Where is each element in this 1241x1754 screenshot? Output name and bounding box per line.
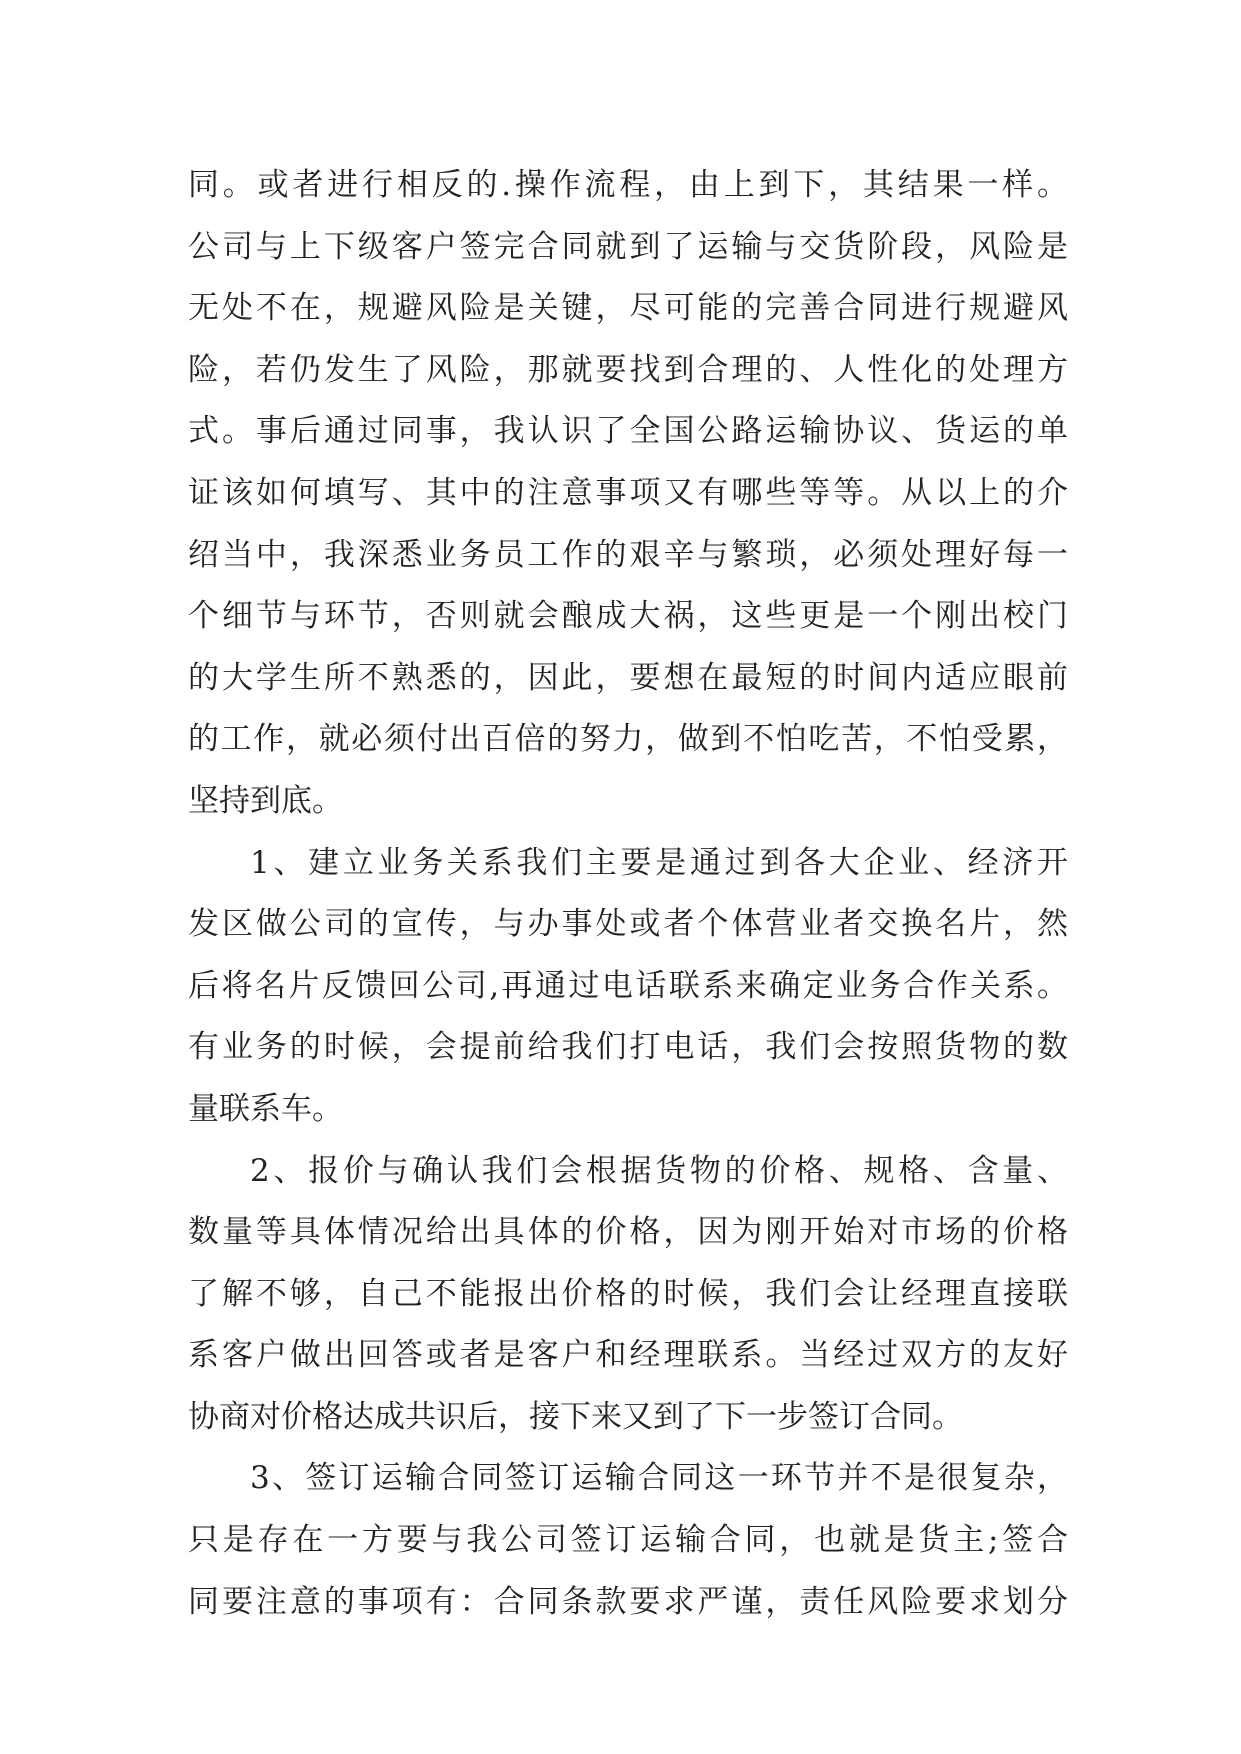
text-line: 绍当中，我深悉业务员工作的艰辛与繁琐，必须处理好每一 <box>188 536 1068 573</box>
text-line: 式。事后通过同事，我认识了全国公路运输协议、货运的单 <box>188 413 1068 450</box>
text-line: 系客户做出回答或者是客户和经理联系。当经过双方的友好 <box>188 1337 1068 1374</box>
text-line: 有业务的时候，会提前给我们打电话，我们会按照货物的数 <box>188 1029 1068 1066</box>
text-line: 1、建立业务关系我们主要是通过到各大企业、经济开 <box>250 844 1068 881</box>
text-line: 证该如何填写、其中的注意事项又有哪些等等。从以上的介 <box>188 474 1068 511</box>
text-line: 坚持到底。 <box>188 782 343 819</box>
text-line: 险，若仍发生了风险，那就要找到合理的、人性化的处理方 <box>188 351 1068 388</box>
text-line: 无处不在，规避风险是关键，尽可能的完善合同进行规避风 <box>188 290 1068 327</box>
text-line: 协商对价格达成共识后，接下来又到了下一步签订合同。 <box>188 1398 963 1435</box>
text-line: 同要注意的事项有：合同条款要求严谨，责任风险要求划分 <box>188 1583 1068 1620</box>
text-line: 发区做公司的宣传，与办事处或者个体营业者交换名片，然 <box>188 906 1068 943</box>
text-line: 的大学生所不熟悉的，因此，要想在最短的时间内适应眼前 <box>188 659 1068 696</box>
text-line: 的工作，就必须付出百倍的努力，做到不怕吃苦，不怕受累， <box>188 721 1068 758</box>
text-line: 量联系车。 <box>188 1090 343 1127</box>
text-line: 数量等具体情况给出具体的价格，因为刚开始对市场的价格 <box>188 1214 1068 1251</box>
text-line: 3、签订运输合同签订运输合同这一环节并不是很复杂， <box>250 1460 1068 1497</box>
text-line: 后将名片反馈回公司,再通过电话联系来确定业务合作关系。 <box>188 967 1068 1004</box>
text-line: 了解不够，自己不能报出价格的时候，我们会让经理直接联 <box>188 1275 1068 1312</box>
text-line: 公司与上下级客户签完合同就到了运输与交货阶段，风险是 <box>188 228 1068 265</box>
text-line: 2、报价与确认我们会根据货物的价格、规格、含量、 <box>250 1152 1068 1189</box>
text-line: 只是存在一方要与我公司签订运输合同，也就是货主;签合 <box>188 1522 1068 1559</box>
document-body <box>188 155 1068 1633</box>
text-line: 个细节与环节，否则就会酿成大祸，这些更是一个刚出校门 <box>188 598 1068 635</box>
text-line: 同。或者进行相反的.操作流程，由上到下，其结果一样。 <box>188 167 1068 203</box>
